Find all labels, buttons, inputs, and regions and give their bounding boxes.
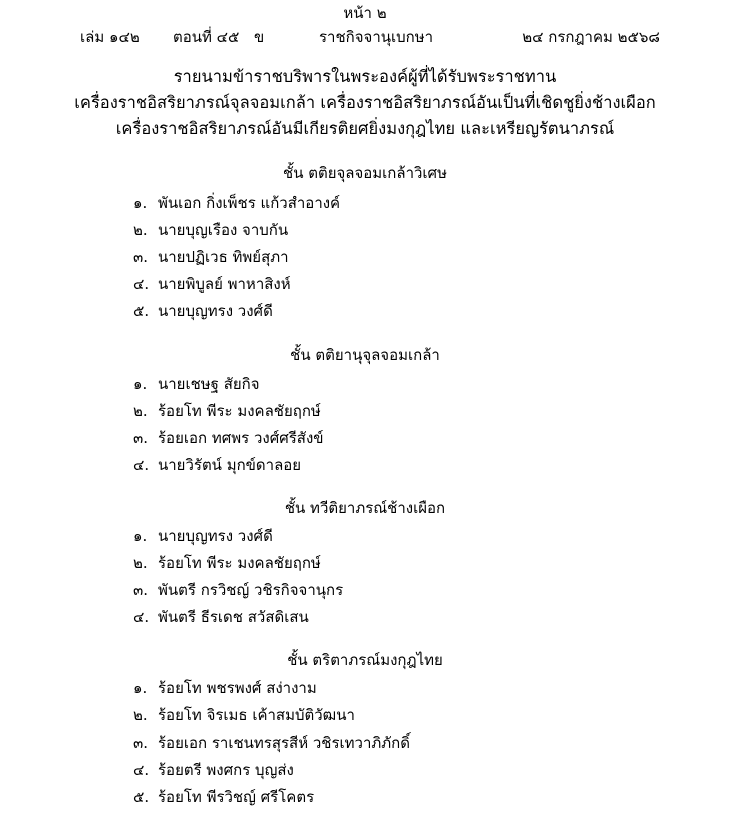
- gazette-header: [80, 26, 660, 48]
- list-item: [133, 704, 355, 726]
- item-number: ๒.: [133, 554, 148, 572]
- gazette-name: ราชกิจจานุเบกษา: [319, 28, 434, 46]
- list-item: [133, 273, 291, 295]
- recipient-name: ร้อยโท พีรวิชญ์ ศรีโคตร: [158, 788, 315, 806]
- item-number: ๔.: [133, 275, 150, 293]
- item-number: ๔.: [133, 456, 150, 474]
- class-heading: ชั้น ตริตาภรณ์มงกุฎไทย: [287, 651, 443, 669]
- item-number: ๒.: [133, 221, 148, 239]
- class-heading: ชั้น ตติยจุลจอมเกล้าวิเศษ: [283, 164, 447, 182]
- item-number: ๒.: [133, 706, 148, 724]
- recipient-name: ร้อยโท พีระ มงคลชัยฤกษ์: [158, 554, 321, 572]
- list-item: [133, 400, 321, 422]
- item-number: ๓.: [133, 734, 149, 752]
- list-item: [133, 786, 314, 808]
- recipient-name: ร้อยเอก ราเชนทรสุรสีห์ วชิรเทวาภิภักดิ์: [158, 734, 410, 752]
- list-item: [133, 219, 288, 241]
- item-number: ๓.: [133, 581, 149, 599]
- document-title: [0, 64, 730, 142]
- list-item: [133, 552, 321, 574]
- list-item: [133, 246, 289, 268]
- item-number: ๑.: [133, 194, 148, 212]
- item-number: ๒.: [133, 402, 148, 420]
- publication-date: ๒๔ กรกฎาคม ๒๕๖๘: [522, 28, 660, 46]
- recipient-name: นายพิบูลย์ พาหาสิงห์: [158, 275, 291, 293]
- list-item: [133, 454, 301, 476]
- title-line: เครื่องราชอิสริยาภรณ์จุลจอมเกล้า เครื่องราชอิสริยาภรณ์อันเป็นที่เชิดชูยิ่งช้างเผือก: [74, 93, 656, 112]
- list-item: [133, 373, 260, 395]
- list-item: [133, 192, 340, 214]
- class-heading: ชั้น ตติยานุจุลจอมเกล้า: [290, 346, 440, 364]
- recipient-name: พันตรี กรวิชญ์ วชิรกิจจานุกร: [158, 581, 344, 599]
- recipient-name: นายเชษฐ สัยกิจ: [158, 375, 260, 393]
- list-item: [133, 300, 273, 322]
- list-item: [133, 606, 309, 628]
- volume-label: เล่ม ๑๔๒: [80, 28, 140, 46]
- list-item: [133, 677, 317, 699]
- item-number: ๔.: [133, 761, 150, 779]
- recipient-name: นายบุญทรง วงศ์ดี: [158, 302, 273, 320]
- recipient-name: ร้อยเอก ทศพร วงศ์ศรีสังข์: [158, 429, 324, 447]
- page-number: หน้า ๒: [343, 4, 387, 22]
- list-item: [133, 525, 273, 547]
- recipient-name: นายวิรัตน์ มุกข์ดาลอย: [158, 456, 302, 474]
- recipient-name: ร้อยตรี พงศกร บุญส่ง: [158, 761, 294, 779]
- item-number: ๕.: [133, 302, 150, 320]
- issue-label: ตอนที่ ๔๕: [173, 28, 240, 46]
- title-line: เครื่องราชอิสริยาภรณ์อันมีเกียรติยศยิ่งมงกุฎไทย และเหรียญรัตนาภรณ์: [115, 119, 615, 138]
- title-line: รายนามข้าราชบริพารในพระองค์ผู้ที่ได้รับพระราชทาน: [173, 67, 557, 86]
- item-number: ๑.: [133, 527, 148, 545]
- recipient-name: ร้อยโท พชรพงศ์ สง่างาม: [158, 679, 317, 697]
- item-number: ๕.: [133, 788, 150, 806]
- item-number: ๔.: [133, 608, 150, 626]
- item-number: ๑.: [133, 679, 148, 697]
- recipient-name: นายปฏิเวธ ทิพย์สุภา: [158, 248, 289, 266]
- list-item: [133, 732, 410, 754]
- recipient-name: นายบุญทรง วงศ์ดี: [158, 527, 273, 545]
- list-item: [133, 427, 324, 449]
- recipient-name: พันตรี ธีรเดช สวัสดิเสน: [158, 608, 309, 626]
- recipient-name: พันเอก กิ่งเพ็ชร แก้วสำอางค์: [158, 194, 341, 212]
- list-item: [133, 759, 294, 781]
- item-number: ๑.: [133, 375, 148, 393]
- section-label: ข: [254, 28, 265, 46]
- recipient-name: ร้อยโท พีระ มงคลชัยฤกษ์: [158, 402, 321, 420]
- item-number: ๓.: [133, 248, 149, 266]
- recipient-name: ร้อยโท จิรเมธ เค้าสมบัติวัฒนา: [158, 706, 355, 724]
- list-item: [133, 579, 343, 601]
- item-number: ๓.: [133, 429, 149, 447]
- recipient-name: นายบุญเรือง จาบกัน: [158, 221, 289, 239]
- class-heading: ชั้น ทวีติยาภรณ์ช้างเผือก: [284, 499, 446, 517]
